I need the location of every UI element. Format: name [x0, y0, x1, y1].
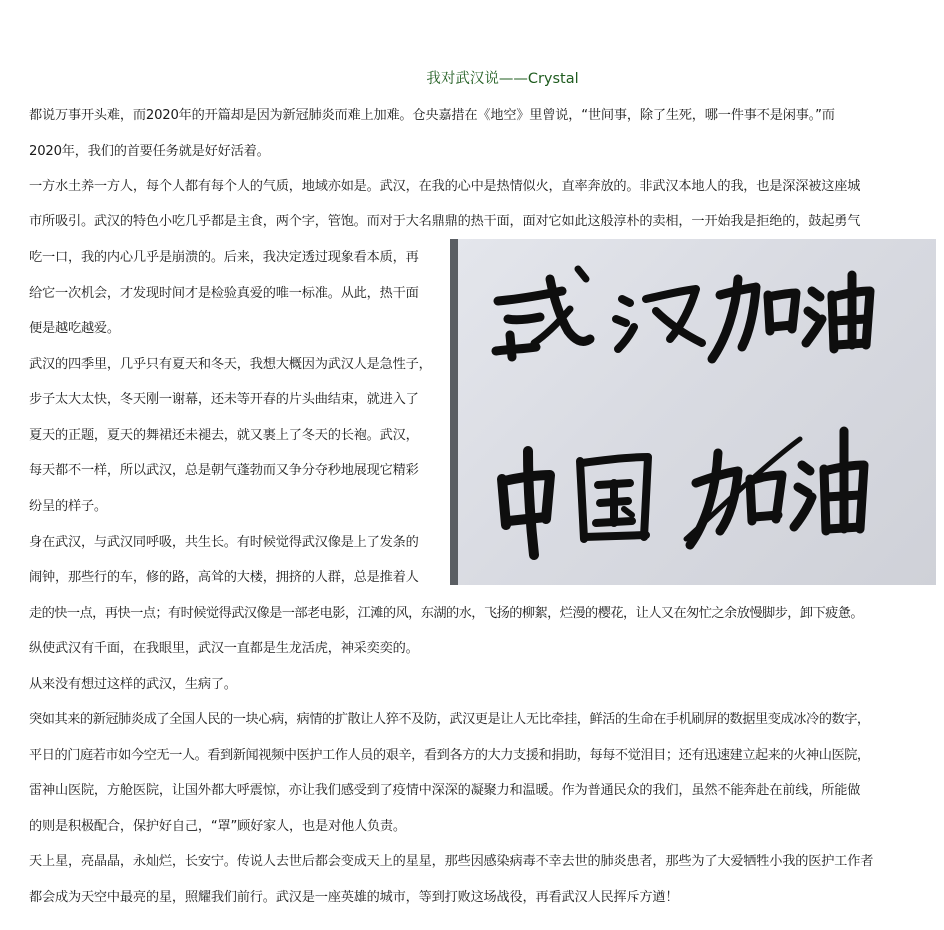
- body-text-line: 给它一次机会，才发现时间才是检验真爱的唯一标准。从此，热干面: [29, 286, 419, 301]
- body-text-line: 身在武汉，与武汉同呼吸，共生长。有时候觉得武汉像是上了发条的: [29, 535, 419, 550]
- body-text-line: 武汉的四季里，几乎只有夏天和冬天，我想大概因为武汉人是急性子，: [29, 357, 432, 372]
- body-text-line: 市所吸引。武汉的特色小吃几乎都是主食，两个字，管饱。而对于大名鼎鼎的热干面，面对它如此这般淳朴的卖相，一开始我是拒绝的，鼓起勇气: [29, 214, 861, 229]
- body-text-line: 突如其来的新冠肺炎成了全国人民的一块心病，病情的扩散让人猝不及防，武汉更是让人无比牵挂，鲜活的生命在手机刷屏的数据里变成冰冷的数字，: [29, 712, 870, 727]
- body-text-line: 平日的门庭若市如今空无一人。看到新闻视频中医护工作人员的艰辛，看到各方的大力支援和捐助，每每不觉泪目；还有迅速建立起来的火神山医院，: [29, 748, 870, 763]
- body-text-line: 走的快一点，再快一点；有时候觉得武汉像是一部老电影，江滩的风，东湖的水，飞扬的柳絮，烂漫的樱花，让人又在匆忙之余放慢脚步，卸下疲惫。: [29, 606, 864, 621]
- body-text-line: 2020年，我们的首要任务就是好好活着。: [29, 144, 270, 159]
- body-text-line: 每天都不一样，所以武汉，总是朝气蓬勃而又争分夺秒地展现它精彩: [29, 463, 419, 478]
- body-text-line: 闹钟，那些行的车，修的路，高耸的大楼，拥挤的人群，总是推着人: [29, 570, 419, 585]
- body-text-line: 吃一口，我的内心几乎是崩溃的。后来，我决定透过现象看本质，再: [29, 250, 419, 265]
- photo-edge-shadow: [450, 239, 458, 585]
- body-text-line: 步子太大太快，冬天刚一谢幕，还未等开春的片头曲结束，就进入了: [29, 392, 419, 407]
- body-text-line: 从来没有想过这样的武汉，生病了。: [29, 677, 237, 692]
- body-text-line: 纵使武汉有千面，在我眼里，武汉一直都是生龙活虎，神采奕奕的。: [29, 641, 419, 656]
- calligraphy-strokes: [450, 239, 936, 585]
- calligraphy-char-you-1: [806, 275, 870, 349]
- body-text-line: 的则是积极配合，保护好自己，“罩”顾好家人，也是对他人负责。: [29, 819, 406, 834]
- body-text-line: 都会成为天空中最亮的星，照耀我们前行。武汉是一座英雄的城市，等到打败这场战役，再看武汉人民挥斥方遒！: [29, 890, 679, 905]
- body-text-line: 天上星，亮晶晶，永灿烂，长安宁。传说人去世后都会变成天上的星星，那些因感染病毒不幸去世的肺炎患者，那些为了大爱牺牲小我的医护工作者: [29, 854, 874, 869]
- body-text-line: 便是越吃越爱。: [29, 321, 120, 336]
- calligraphy-char-guo: [580, 457, 648, 539]
- body-text-line: 雷神山医院，方舱医院，让国外都大呼震惊，亦让我们感受到了疫情中深深的凝聚力和温暖。作为普通民众的我们，虽然不能奔赴在前线，所能做: [29, 783, 861, 798]
- body-text-line: 夏天的正题，夏天的舞裙还未褪去，就又裹上了冬天的长袍。武汉，: [29, 428, 419, 443]
- calligraphy-char-wu: [496, 269, 590, 357]
- body-text-line: 一方水土养一方人，每个人都有每个人的气质，地域亦如是。武汉，在我的心中是热情似火，直率奔放的。非武汉本地人的我，也是深深被这座城: [29, 179, 861, 194]
- calligraphy-char-jia-1: [712, 279, 796, 359]
- calligraphy-char-you-2: [794, 431, 864, 531]
- article-title: 我对武汉说——Crystal: [426, 71, 579, 87]
- calligraphy-photo: [450, 239, 936, 585]
- calligraphy-char-jia-2: [686, 439, 800, 545]
- calligraphy-char-han: [616, 289, 702, 349]
- body-text-line: 都说万事开头难，而2020年的开篇却是因为新冠肺炎而难上加难。仓央嘉措在《地空》里曾说，“世间事，除了生死，哪一件事不是闲事。”而: [29, 108, 835, 123]
- calligraphy-char-zhong: [502, 451, 550, 555]
- body-text-line: 纷呈的样子。: [29, 499, 107, 514]
